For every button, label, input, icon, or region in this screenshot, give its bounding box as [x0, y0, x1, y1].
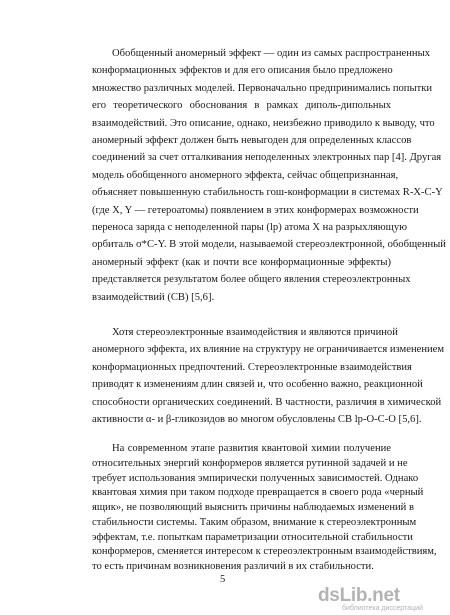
text-line: стабильности системы. Таким образом, внимание к стереоэлектронным: [92, 516, 417, 528]
text-line: конформеров, сменяется интересом к стереоэлектронным взаимодействиям,: [92, 546, 437, 558]
text-line: На современном этапе развития квантовой химии получение: [112, 443, 391, 454]
text-line: переноса заряда с неподеленной пары (lp) атома X на разрыхляющую: [92, 222, 408, 233]
text-line: то есть причинам возникновения различий в их стабильности.: [92, 561, 374, 572]
text-line: активности α- и β-гликозидов во многом обусловлены СВ lp-O-C-O [5,6].: [92, 414, 422, 425]
watermark-logo: dsLib.net: [318, 585, 400, 606]
text-line: множество различных моделей. Первоначально предпринимались попытки: [92, 82, 433, 94]
text-line: соединений за счет отталкивания неподеленных электронных пар [4]. Другая: [92, 152, 442, 164]
text-line: (где X, Y — гетероатомы) появлением в этих конформерах возможности: [92, 204, 419, 216]
text-line: объясняет повышенную стабильность гош-конформации в системах R-X-C-Y: [92, 187, 443, 199]
text-line: относительных энергий конформеров является рутинной задачей и не: [92, 457, 408, 469]
text-line: Хотя стереоэлектронные взаимодействия и являются причиной: [112, 327, 398, 338]
text-line: аномерного эффекта, их влияние на структуру не ограничивается изменением: [92, 344, 445, 356]
text-line: конформационных эффектов и для его описания было предложено: [92, 65, 393, 77]
text-line: требует использования эмпирически полученных зависимостей. Однако: [92, 472, 419, 484]
watermark: [318, 585, 448, 613]
text-line: ящик», не позволяющий выяснить причины наблюдаемых изменений в: [92, 502, 414, 513]
text-line: его теоретического обоснования в рамках диполь-дипольных: [92, 100, 391, 112]
text-line: аномерный эффект должен быть невыгоден для определенных классов: [92, 135, 412, 146]
text-line: квантовая химия при таком подходе превращается в своего рода «черный: [92, 487, 424, 499]
text-line: аномерный эффект (как и почти все конформационные эффекты): [92, 256, 391, 268]
watermark-subtitle: библиотека диссертаций: [342, 605, 423, 612]
page-number: 5: [220, 574, 226, 585]
text-line: взаимодействий (СВ) [5,6].: [92, 291, 215, 303]
text-line: эффектам, т.е. попыткам параметризации относительной стабильности: [92, 531, 413, 543]
text-line: конформационных предпочтений. Стереоэлектронные взаимодействия: [92, 361, 412, 373]
text-line: способности органических соединений. В частности, различия в химической: [92, 396, 442, 408]
text-line: Обобщенный аномерный эффект — один из самых распространенных: [112, 48, 430, 59]
text-line: взаимодействий. Это описание, однако, неизбежно приводило к выводу, что: [92, 117, 435, 129]
text-line: представляется результатом более общего явления стереоэлектронных: [92, 274, 411, 286]
text-line: орбиталь σ*C-Y. В этой модели, называемой стереоэлектронной, обобщенный: [92, 239, 446, 251]
text-line: модель обобщенного аномерного эффекта, сейчас общепризнанная,: [92, 169, 399, 181]
text-line: приводят к изменениям длин связей и, что особенно важно, реакционной: [92, 379, 423, 391]
